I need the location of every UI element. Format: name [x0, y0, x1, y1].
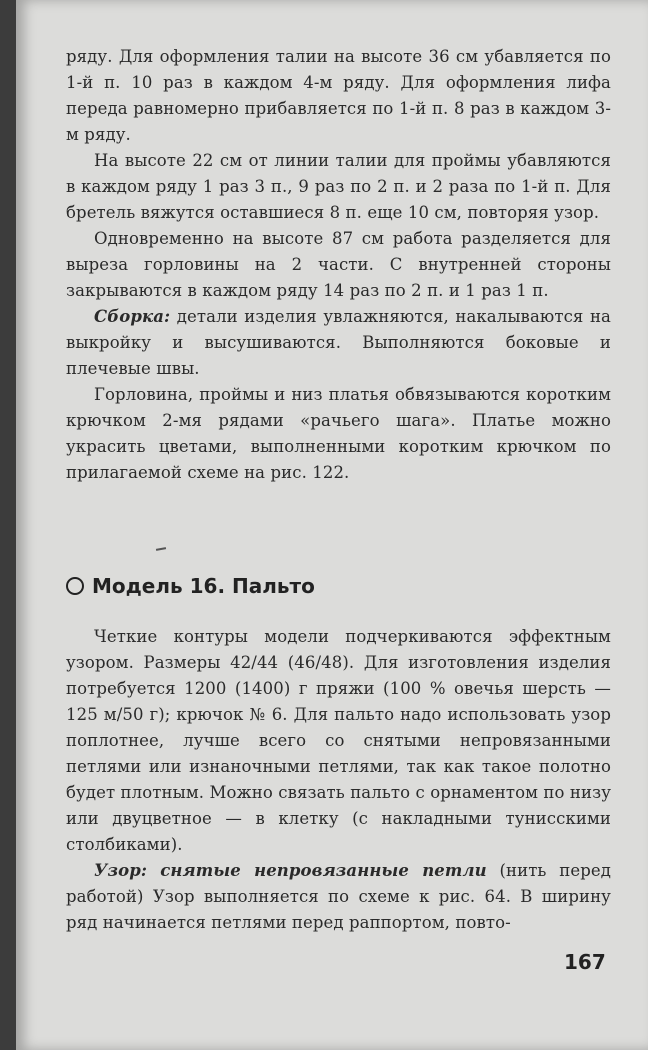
section-text-block [66, 624, 611, 936]
assembly-label: Сборка: [94, 307, 171, 326]
paragraph-neckline: Одновременно на высоте 87 см работа разделяется для выреза горловины на 2 части. С внутренней стороны закрываются в каждом ряду 14 раз по 2 п. и 1 раз 1 п. [66, 229, 611, 300]
paragraph-assembly [66, 304, 611, 382]
book-page [16, 0, 648, 1050]
circle-bullet-icon [66, 577, 84, 595]
paragraph-pattern [66, 858, 611, 936]
page-number: 167 [564, 950, 606, 974]
paragraph-waist: ряду. Для оформления талии на высоте 36 см убавляется по 1-й п. 10 раз в каждом 4-м ряду. Для оформления лифа переда равномерно прибавляется по 1-й п. 8 раз в каждом 3-м ряду. [66, 47, 611, 144]
section-heading [66, 574, 315, 598]
pattern-text: (нить перед работой) Узор выполняется по схеме к рис. 64. В ширину ряд начинается петлями перед раппортом, повто- [66, 861, 611, 932]
print-mark [156, 547, 166, 551]
top-text-block [66, 44, 611, 486]
pattern-label: Узор: снятые непровязанные петли [94, 861, 487, 880]
paragraph-armhole: На высоте 22 см от линии талии для проймы убавляются в каждом ряду 1 раз 3 п., 9 раз по 2 п. и 2 раза по 1-й п. Для бретель вяжутся оставшиеся 8 п. еще 10 см, повторяя узор. [66, 151, 611, 222]
paragraph-coat-intro: Четкие контуры модели подчеркиваются эффектным узором. Размеры 42/44 (46/48). Для изготовления изделия потребуется 1200 (1400) г пряжи (100 % овечья шерсть — 125 м/50 г); крючок № 6. Для пальто надо использовать узор поплотнее, лучше всего со снятыми непровязанными петлями или изнаночными петлями, так как такое полотно будет плотным. Можно связать пальто с орнаментом по низу или двуцветное — в клетку (с накладными тунисскими столбиками). [66, 627, 611, 854]
section-heading-text: Модель 16. Пальто [92, 574, 315, 598]
assembly-text: детали изделия увлажняются, накалываются на выкройку и высушиваются. Выполняются боковые и плечевые швы. [66, 307, 611, 378]
paragraph-finish: Горловина, проймы и низ платья обвязываются коротким крючком 2-мя рядами «рачьего шага». Платье можно украсить цветами, выполненными коротким крючком по прилагаемой схеме на рис. 122. [66, 385, 611, 482]
